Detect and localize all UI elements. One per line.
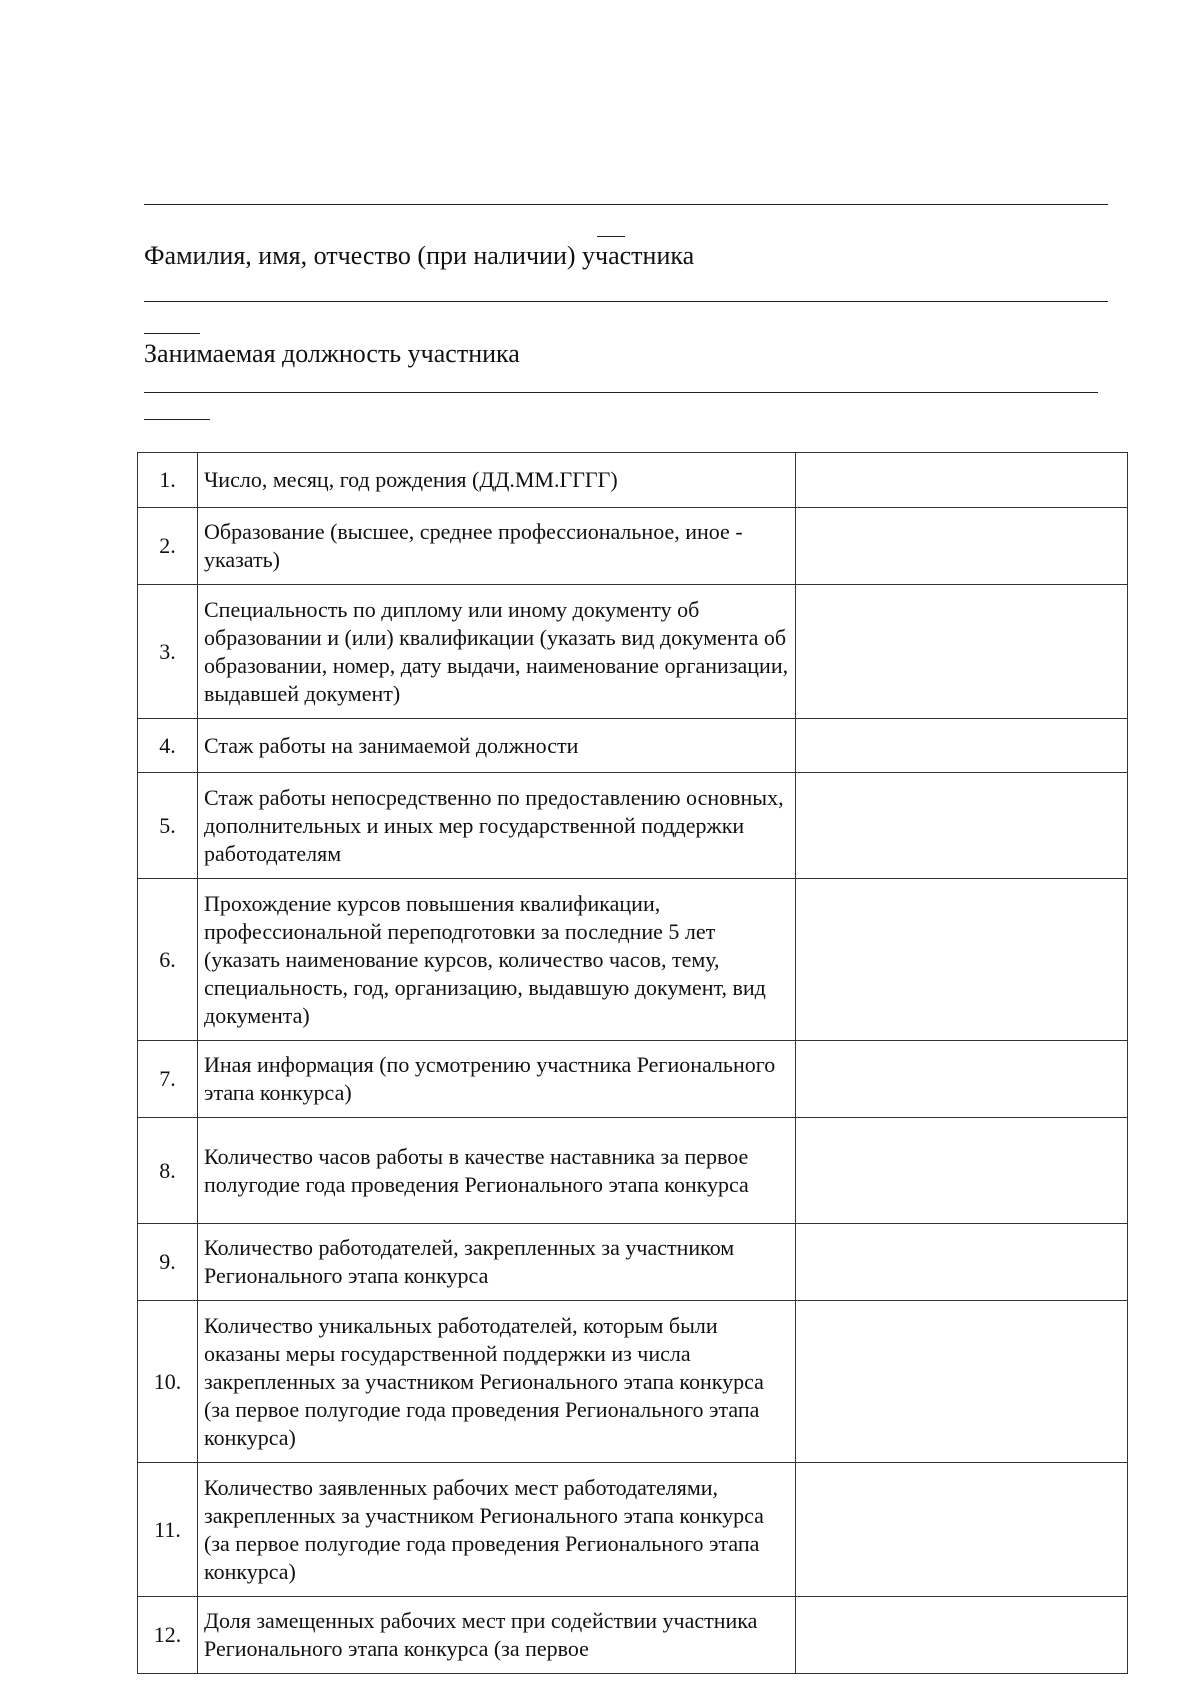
answer-cell[interactable] — [796, 1301, 1128, 1463]
row-number: 11. — [138, 1463, 198, 1597]
answer-cell[interactable] — [796, 1463, 1128, 1597]
table-row — [138, 773, 1128, 879]
row-question: Образование (высшее, среднее профессиональное, иное - указать) — [198, 508, 796, 585]
row-question: Количество часов работы в качестве наставника за первое полугодие года проведения Регионального этапа конкурса — [198, 1118, 796, 1224]
table-row — [138, 1224, 1128, 1301]
extra-input-line[interactable] — [144, 392, 1098, 393]
table-row — [138, 1301, 1128, 1463]
row-question: Иная информация (по усмотрению участника Регионального этапа конкурса) — [198, 1041, 796, 1118]
row-question: Число, месяц, год рождения (ДД.ММ.ГГГГ) — [198, 453, 796, 508]
table-row — [138, 1041, 1128, 1118]
answer-cell[interactable] — [796, 585, 1128, 719]
fio-input-line-tail — [597, 236, 625, 237]
answer-cell[interactable] — [796, 719, 1128, 773]
row-number: 4. — [138, 719, 198, 773]
table-row — [138, 719, 1128, 773]
table-row — [138, 585, 1128, 719]
answer-cell[interactable] — [796, 453, 1128, 508]
row-number: 6. — [138, 879, 198, 1041]
answer-cell[interactable] — [796, 1597, 1128, 1674]
row-question: Прохождение курсов повышения квалификации, профессиональной переподготовки за последние 5 лет (указать наименование курсов, количество часов, тему, специальность, год, организацию, выдавшую документ, вид документа) — [198, 879, 796, 1041]
row-number: 3. — [138, 585, 198, 719]
answer-cell[interactable] — [796, 773, 1128, 879]
row-question: Специальность по диплому или иному документу об образовании и (или) квалификации (указать вид документа об образовании, номер, дату выдачи, наименование организации, выдавшей документ) — [198, 585, 796, 719]
answer-cell[interactable] — [796, 1041, 1128, 1118]
answer-cell[interactable] — [796, 879, 1128, 1041]
row-number: 5. — [138, 773, 198, 879]
position-input-line-tail — [144, 333, 200, 334]
answer-cell[interactable] — [796, 1224, 1128, 1301]
table-row — [138, 453, 1128, 508]
row-question: Количество заявленных рабочих мест работодателями, закрепленных за участником Регионального этапа конкурса (за первое полугодие года проведения Регионального этапа конкурса) — [198, 1463, 796, 1597]
position-input-line[interactable] — [144, 301, 1108, 302]
row-number: 10. — [138, 1301, 198, 1463]
row-question: Стаж работы непосредственно по предоставлению основных, дополнительных и иных мер государственной поддержки работодателям — [198, 773, 796, 879]
extra-input-line-tail — [144, 419, 210, 420]
row-question: Количество работодателей, закрепленных за участником Регионального этапа конкурса — [198, 1224, 796, 1301]
row-number: 8. — [138, 1118, 198, 1224]
row-question: Стаж работы на занимаемой должности — [198, 719, 796, 773]
table-row — [138, 1463, 1128, 1597]
table-row — [138, 1597, 1128, 1674]
row-number: 12. — [138, 1597, 198, 1674]
row-number: 2. — [138, 508, 198, 585]
row-number: 1. — [138, 453, 198, 508]
row-question: Доля замещенных рабочих мест при содействии участника Регионального этапа конкурса (за первое — [198, 1597, 796, 1674]
table-row — [138, 508, 1128, 585]
row-question: Количество уникальных работодателей, которым были оказаны меры государственной поддержки из числа закрепленных за участником Регионального этапа конкурса (за первое полугодие года проведения Регионального этапа конкурса) — [198, 1301, 796, 1463]
participant-info-table — [137, 452, 1128, 1674]
answer-cell[interactable] — [796, 1118, 1128, 1224]
row-number: 7. — [138, 1041, 198, 1118]
table-row — [138, 879, 1128, 1041]
table-row — [138, 1118, 1128, 1224]
position-label: Занимаемая должность участника — [144, 339, 520, 368]
fio-label: Фамилия, имя, отчество (при наличии) участника — [144, 241, 695, 270]
row-number: 9. — [138, 1224, 198, 1301]
fio-input-line[interactable] — [144, 204, 1108, 205]
answer-cell[interactable] — [796, 508, 1128, 585]
